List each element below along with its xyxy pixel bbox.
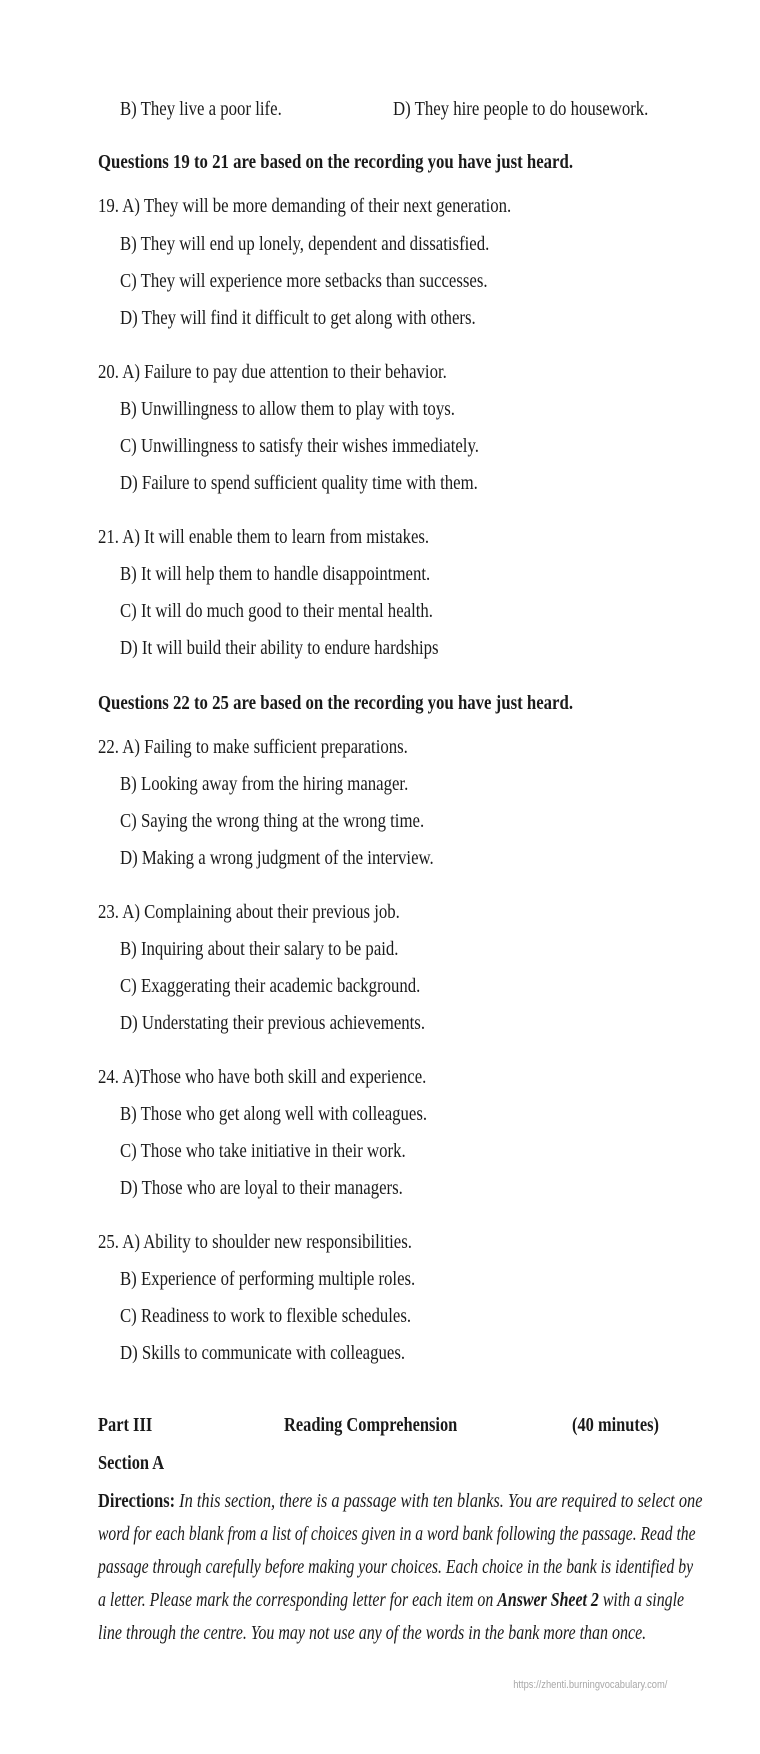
question-23-option-c: C) Exaggerating their academic background. [120,976,421,997]
question-20-option-b: B) Unwillingness to allow them to play with toys. [120,399,455,420]
question-21-option-c: C) It will do much good to their mental health. [120,601,433,622]
question-23-option-a: 23. A) Complaining about their previous job. [98,902,400,923]
question-19-option-d: D) They will find it difficult to get along with others. [120,308,476,329]
question-24-option-d: D) Those who are loyal to their managers. [120,1178,403,1199]
option-d-prev: D) They hire people to do housework. [393,99,649,120]
directions-line-3 [98,1556,693,1580]
question-20-option-d: D) Failure to spend sufficient quality time with them. [120,473,478,494]
question-25-option-b: B) Experience of performing multiple roles. [120,1269,416,1290]
part-label: Part III [98,1414,153,1436]
directions-line-2 [98,1523,696,1547]
directions-text: with a single [602,1590,685,1611]
part-title: Reading Comprehension [284,1414,458,1436]
question-22-option-b: B) Looking away from the hiring manager. [120,774,409,795]
question-22-option-c: C) Saying the wrong thing at the wrong time. [120,811,425,832]
question-group-header: Questions 19 to 21 are based on the recording you have just heard. [98,152,574,173]
question-23-option-d: D) Understating their previous achievements. [120,1013,426,1034]
directions-text: word for each blank from a list of choices given in a word bank following the passage. Read the [98,1524,696,1545]
question-21-option-b: B) It will help them to handle disappointment. [120,564,431,585]
question-24-option-b: B) Those who get along well with colleagues. [120,1104,428,1125]
question-24-option-a: 24. A)Those who have both skill and experience. [98,1067,427,1088]
question-20-option-a: 20. A) Failure to pay due attention to their behavior. [98,362,447,383]
directions-text: line through the centre. You may not use any of the words in the bank more than once. [98,1623,647,1644]
section-label: Section A [98,1452,165,1474]
question-21-option-d: D) It will build their ability to endure hardships [120,638,439,659]
question-group-header: Questions 22 to 25 are based on the recording you have just heard. [98,693,574,714]
option-b-prev: B) They live a poor life. [120,99,282,120]
answer-sheet-reference: Answer Sheet 2 [497,1590,599,1611]
question-24-option-c: C) Those who take initiative in their work. [120,1141,406,1162]
question-25-option-d: D) Skills to communicate with colleagues. [120,1343,406,1364]
part-time: (40 minutes) [572,1414,660,1436]
question-19-option-b: B) They will end up lonely, dependent and dissatisfied. [120,234,490,255]
question-23-option-b: B) Inquiring about their salary to be paid. [120,939,399,960]
footer-url: https://zhenti.burningvocabulary.com/ [512,1679,667,1691]
directions-line-4 [98,1589,684,1613]
question-19-option-a: 19. A) They will be more demanding of their next generation. [98,196,512,217]
question-22-option-a: 22. A) Failing to make sufficient preparations. [98,737,408,758]
question-22-option-d: D) Making a wrong judgment of the interview. [120,848,434,869]
directions-label: Directions: [98,1491,176,1512]
directions-line-1 [98,1490,702,1514]
question-19-option-c: C) They will experience more setbacks than successes. [120,271,488,292]
directions-text: In this section, there is a passage with ten blanks. You are required to select one [179,1491,703,1512]
question-25-option-c: C) Readiness to work to flexible schedules. [120,1306,412,1327]
question-25-option-a: 25. A) Ability to shoulder new responsibilities. [98,1232,412,1253]
question-20-option-c: C) Unwillingness to satisfy their wishes immediately. [120,436,479,457]
question-21-option-a: 21. A) It will enable them to learn from mistakes. [98,527,430,548]
directions-line-5 [98,1622,646,1646]
directions-text: a letter. Please mark the corresponding letter for each item on [98,1590,494,1611]
directions-text: passage through carefully before making your choices. Each choice in the bank is identified by [98,1557,694,1578]
